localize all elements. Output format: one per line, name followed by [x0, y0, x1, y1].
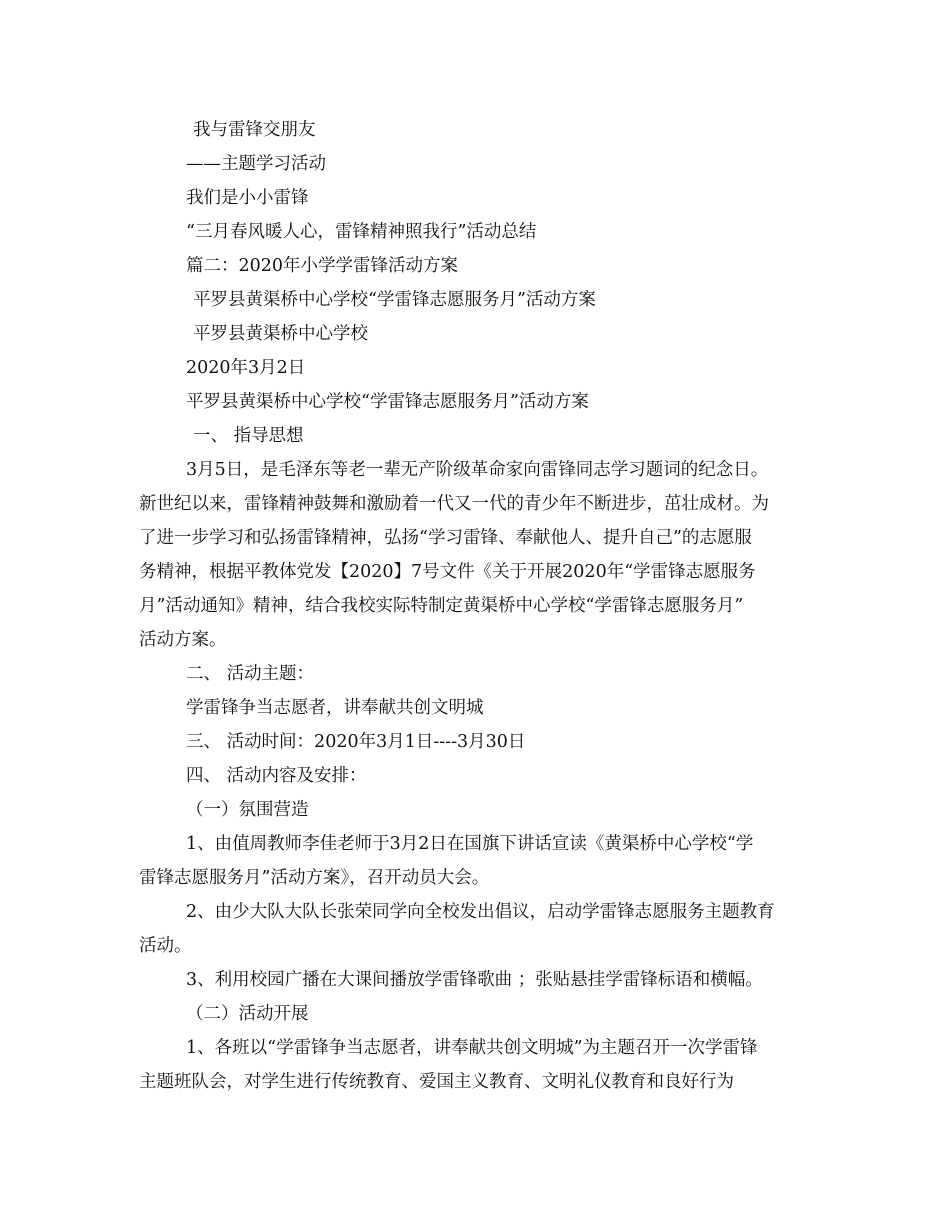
- paragraph-line: 了进一步学习和弘扬雷锋精神，弘扬“学习雷锋、奉献他人、提升自己”的志愿服: [139, 528, 752, 548]
- date-line: 2020年3月2日: [186, 358, 306, 378]
- paragraph-line: 1、由值周教师李佳老师于3月2日在国旗下讲话宣读《黄渠桥中心学校“学: [186, 834, 754, 854]
- list-title-line: 我与雷锋交朋友: [193, 120, 316, 140]
- list-title-line: “三月春风暖人心，雷锋精神照我行”活动总结: [186, 222, 537, 242]
- paragraph-line: 雷锋志愿服务月”活动方案》，召开动员大会。: [139, 868, 490, 888]
- document-title: 平罗县黄渠桥中心学校“学雷锋志愿服务月”活动方案: [193, 290, 596, 310]
- section-heading: 篇二：2020年小学学雷锋活动方案: [186, 256, 459, 276]
- section-heading: 一、 指导思想: [193, 426, 304, 446]
- paragraph-line: 月”活动通知》精神，结合我校实际特制定黄渠桥中心学校“学雷锋志愿服务月”: [139, 596, 744, 616]
- subtitle-line: ——主题学习活动: [186, 154, 326, 174]
- list-title-line: 我们是小小雷锋: [186, 188, 309, 208]
- paragraph-line: 学雷锋争当志愿者，讲奉献共创文明城: [186, 698, 484, 718]
- paragraph-line: 主题班队会，对学生进行传统教育、爱国主义教育、文明礼仪教育和良好行为: [139, 1072, 734, 1092]
- paragraph-line: 活动方案。: [139, 630, 227, 650]
- paragraph-line: 新世纪以来，雷锋精神鼓舞和激励着一代又一代的青少年不断进步，茁壮成材。为: [139, 494, 769, 514]
- paragraph-line: 3、利用校园广播在大课间播放学雷锋歌曲 ；张贴悬挂学雷锋标语和横幅。: [186, 970, 763, 990]
- issuer-line: 平罗县黄渠桥中心学校: [193, 324, 368, 344]
- section-heading: 三、 活动时间：2020年3月1日----3月30日: [186, 732, 526, 752]
- section-heading: 四、 活动内容及安排：: [186, 766, 367, 786]
- paragraph-line: 务精神，根据平教体党发【2020】7号文件《关于开展2020年“学雷锋志愿服务: [139, 562, 756, 582]
- section-heading: 二、 活动主题：: [186, 664, 315, 684]
- paragraph-line: 活动。: [139, 936, 192, 956]
- subsection-heading: （二）活动开展: [186, 1004, 309, 1024]
- paragraph-line: 2、由少大队大队长张荣同学向全校发出倡议，启动学雷锋志愿服务主题教育: [186, 902, 775, 922]
- paragraph-line: 3月5日，是毛泽东等老一辈无产阶级革命家向雷锋同志学习题词的纪念日。: [186, 460, 769, 480]
- document-title: 平罗县黄渠桥中心学校“学雷锋志愿服务月”活动方案: [186, 392, 589, 412]
- paragraph-line: 1、各班以“学雷锋争当志愿者，讲奉献共创文明城”为主题召开一次学雷锋: [186, 1038, 758, 1058]
- subsection-heading: （一）氛围营造: [186, 800, 309, 820]
